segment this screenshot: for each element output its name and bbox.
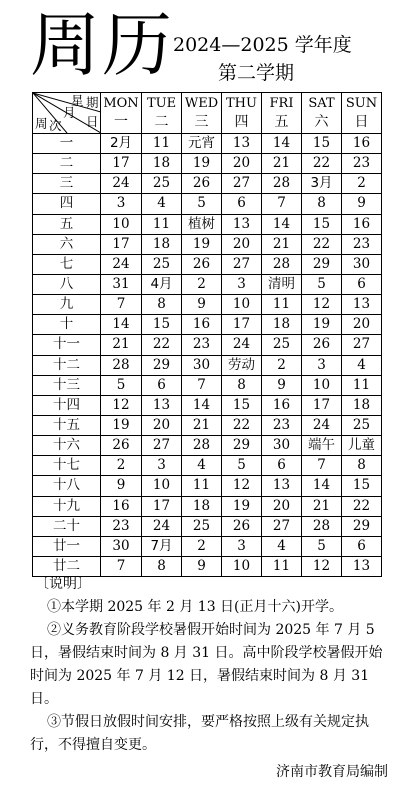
date-cell: 13 bbox=[342, 556, 382, 576]
date-cell: 18 bbox=[262, 315, 302, 335]
week-number-cell: 十五 bbox=[33, 415, 101, 435]
date-cell: 10 bbox=[302, 375, 342, 395]
date-cell: 端午 bbox=[302, 436, 342, 456]
date-cell: 19 bbox=[101, 415, 142, 435]
date-cell: 19 bbox=[222, 496, 262, 516]
date-cell: 18 bbox=[142, 154, 182, 174]
date-cell: 25 bbox=[262, 335, 302, 355]
week-number-cell: 十七 bbox=[33, 456, 101, 476]
date-cell: 12 bbox=[101, 395, 142, 415]
date-cell: 14 bbox=[262, 134, 302, 154]
date-cell: 12 bbox=[302, 556, 342, 576]
date-cell: 24 bbox=[101, 174, 142, 194]
week-number-cell: 九 bbox=[33, 295, 101, 315]
date-cell: 4月 bbox=[142, 274, 182, 294]
date-cell: 2 bbox=[182, 274, 222, 294]
date-cell: 14 bbox=[182, 395, 222, 415]
date-cell: 21 bbox=[182, 415, 222, 435]
date-cell: 3 bbox=[101, 194, 142, 214]
date-cell: 27 bbox=[342, 335, 382, 355]
date-cell: 29 bbox=[342, 516, 382, 536]
week-number-cell: 十一 bbox=[33, 335, 101, 355]
week-row bbox=[33, 134, 382, 154]
date-cell: 9 bbox=[342, 194, 382, 214]
week-number-cell: 十六 bbox=[33, 436, 101, 456]
date-cell: 21 bbox=[262, 154, 302, 174]
date-cell: 5 bbox=[302, 274, 342, 294]
date-cell: 2 bbox=[182, 536, 222, 556]
week-row bbox=[33, 174, 382, 194]
date-cell: 22 bbox=[142, 335, 182, 355]
date-cell: 17 bbox=[101, 154, 142, 174]
date-cell: 19 bbox=[302, 315, 342, 335]
date-cell: 22 bbox=[222, 415, 262, 435]
date-cell: 10 bbox=[142, 476, 182, 496]
date-cell: 26 bbox=[182, 174, 222, 194]
date-cell: 17 bbox=[142, 496, 182, 516]
date-cell: 17 bbox=[302, 395, 342, 415]
date-cell: 13 bbox=[262, 476, 302, 496]
date-cell: 7 bbox=[101, 295, 142, 315]
date-cell: 9 bbox=[101, 476, 142, 496]
date-cell: 11 bbox=[142, 134, 182, 154]
day-header-thu: THU 四 bbox=[222, 93, 262, 134]
date-cell: 23 bbox=[182, 335, 222, 355]
date-cell: 3 bbox=[222, 274, 262, 294]
date-cell: 15 bbox=[302, 134, 342, 154]
week-row bbox=[33, 375, 382, 395]
corner-cell bbox=[33, 93, 101, 134]
date-cell: 30 bbox=[182, 355, 222, 375]
calendar-body bbox=[33, 134, 382, 577]
date-cell: 4 bbox=[262, 536, 302, 556]
week-number-cell: 七 bbox=[33, 254, 101, 274]
date-cell: 22 bbox=[302, 154, 342, 174]
date-cell: 9 bbox=[182, 556, 222, 576]
date-cell: 7 bbox=[262, 194, 302, 214]
date-cell: 27 bbox=[222, 254, 262, 274]
date-cell: 30 bbox=[262, 436, 302, 456]
date-cell: 劳动 bbox=[222, 355, 262, 375]
day-header-sat: SAT 六 bbox=[302, 93, 342, 134]
date-cell: 儿童 bbox=[342, 436, 382, 456]
term-title: 第二学期 bbox=[218, 62, 295, 84]
day-header-tue: TUE 二 bbox=[142, 93, 182, 134]
date-cell: 3月 bbox=[302, 174, 342, 194]
week-row bbox=[33, 516, 382, 536]
week-row bbox=[33, 536, 382, 556]
week-row bbox=[33, 335, 382, 355]
date-cell: 14 bbox=[101, 315, 142, 335]
date-cell: 25 bbox=[142, 174, 182, 194]
date-cell: 21 bbox=[262, 234, 302, 254]
date-cell: 20 bbox=[222, 154, 262, 174]
week-row bbox=[33, 456, 382, 476]
date-cell: 5 bbox=[222, 456, 262, 476]
date-cell: 14 bbox=[262, 214, 302, 234]
date-cell: 7 bbox=[302, 456, 342, 476]
week-row bbox=[33, 355, 382, 375]
date-cell: 16 bbox=[342, 134, 382, 154]
date-cell: 24 bbox=[142, 516, 182, 536]
corner-label-period: 期 bbox=[86, 95, 99, 110]
date-cell: 14 bbox=[302, 476, 342, 496]
date-cell: 29 bbox=[142, 355, 182, 375]
corner-label-week-left: 周 bbox=[35, 116, 48, 131]
notes-section bbox=[30, 573, 386, 757]
date-cell: 8 bbox=[142, 295, 182, 315]
date-cell: 19 bbox=[182, 234, 222, 254]
date-cell: 6 bbox=[222, 194, 262, 214]
date-cell: 25 bbox=[182, 516, 222, 536]
week-row bbox=[33, 476, 382, 496]
date-cell: 26 bbox=[182, 254, 222, 274]
date-cell: 16 bbox=[342, 214, 382, 234]
corner-label-order: 次 bbox=[49, 118, 62, 133]
week-number-cell: 十八 bbox=[33, 476, 101, 496]
date-cell: 13 bbox=[222, 214, 262, 234]
date-cell: 2 bbox=[101, 456, 142, 476]
date-cell: 21 bbox=[302, 496, 342, 516]
week-number-cell: 十二 bbox=[33, 355, 101, 375]
page-title: 周历 bbox=[30, 4, 174, 86]
week-number-cell: 十三 bbox=[33, 375, 101, 395]
date-cell: 15 bbox=[302, 214, 342, 234]
week-row bbox=[33, 274, 382, 294]
day-header-wed: WED 三 bbox=[182, 93, 222, 134]
date-cell: 11 bbox=[342, 375, 382, 395]
date-cell: 19 bbox=[182, 154, 222, 174]
date-cell: 24 bbox=[302, 415, 342, 435]
day-header-mon: MON 一 bbox=[101, 93, 142, 134]
date-cell: 20 bbox=[222, 234, 262, 254]
date-cell: 10 bbox=[222, 556, 262, 576]
note-item-2: ②义务教育阶段学校暑假开始时间为 2025 年 7 月 5 日，暑假结束时间为 8 月 31 日。高中阶段学校暑假开始时间为 2025 年 7 月 12 日，暑假结束时间为 8 月 31 日。 bbox=[30, 622, 383, 707]
date-cell: 18 bbox=[342, 395, 382, 415]
date-cell: 8 bbox=[342, 456, 382, 476]
week-row bbox=[33, 496, 382, 516]
date-cell: 6 bbox=[142, 375, 182, 395]
date-cell: 23 bbox=[262, 415, 302, 435]
date-cell: 23 bbox=[342, 154, 382, 174]
date-cell: 28 bbox=[101, 355, 142, 375]
date-cell: 13 bbox=[342, 295, 382, 315]
date-cell: 11 bbox=[262, 295, 302, 315]
day-header-fri: FRI 五 bbox=[262, 93, 302, 134]
week-number-cell: 廿二 bbox=[33, 556, 101, 576]
date-cell: 30 bbox=[101, 536, 142, 556]
table-header-row bbox=[33, 93, 382, 134]
date-cell: 8 bbox=[302, 194, 342, 214]
date-cell: 20 bbox=[342, 315, 382, 335]
date-cell: 26 bbox=[302, 335, 342, 355]
date-cell: 清明 bbox=[262, 274, 302, 294]
date-cell: 6 bbox=[262, 456, 302, 476]
date-cell: 3 bbox=[222, 536, 262, 556]
date-cell: 15 bbox=[222, 395, 262, 415]
date-cell: 16 bbox=[262, 395, 302, 415]
corner-label-week-top: 星 bbox=[71, 93, 84, 108]
week-row bbox=[33, 415, 382, 435]
date-cell: 5 bbox=[302, 536, 342, 556]
date-cell: 4 bbox=[342, 355, 382, 375]
week-number-cell: 三 bbox=[33, 174, 101, 194]
week-number-cell: 四 bbox=[33, 194, 101, 214]
week-row bbox=[33, 154, 382, 174]
week-row bbox=[33, 234, 382, 254]
date-cell: 12 bbox=[222, 476, 262, 496]
date-cell: 6 bbox=[342, 274, 382, 294]
date-cell: 11 bbox=[262, 556, 302, 576]
date-cell: 17 bbox=[101, 234, 142, 254]
week-number-cell: 六 bbox=[33, 234, 101, 254]
date-cell: 13 bbox=[222, 134, 262, 154]
date-cell: 10 bbox=[101, 214, 142, 234]
date-cell: 25 bbox=[142, 254, 182, 274]
date-cell: 30 bbox=[342, 254, 382, 274]
date-cell: 7月 bbox=[142, 536, 182, 556]
date-cell: 28 bbox=[262, 254, 302, 274]
note-item-1: ①本学期 2025 年 2 月 13 日(正月十六)开学。 bbox=[47, 599, 343, 615]
date-cell: 11 bbox=[182, 476, 222, 496]
school-year-title: 2024—2025 学年度 bbox=[173, 34, 352, 56]
week-number-cell: 十 bbox=[33, 315, 101, 335]
week-number-cell: 十四 bbox=[33, 395, 101, 415]
corner-label-month: 月 bbox=[63, 105, 76, 120]
date-cell: 3 bbox=[142, 456, 182, 476]
date-cell: 2 bbox=[342, 174, 382, 194]
note-item-3: ③节假日放假时间安排，要严格按照上级有关规定执行，不得擅自变更。 bbox=[30, 714, 369, 753]
date-cell: 27 bbox=[142, 436, 182, 456]
date-cell: 13 bbox=[142, 395, 182, 415]
date-cell: 18 bbox=[182, 496, 222, 516]
week-number-cell: 一 bbox=[33, 134, 101, 154]
date-cell: 28 bbox=[262, 174, 302, 194]
date-cell: 7 bbox=[101, 556, 142, 576]
week-row bbox=[33, 214, 382, 234]
date-cell: 9 bbox=[262, 375, 302, 395]
date-cell: 25 bbox=[342, 415, 382, 435]
date-cell: 2月 bbox=[101, 134, 142, 154]
date-cell: 植树 bbox=[182, 214, 222, 234]
date-cell: 3 bbox=[302, 355, 342, 375]
week-number-cell: 十九 bbox=[33, 496, 101, 516]
week-number-cell: 五 bbox=[33, 214, 101, 234]
publisher-credit: 济南市教育局编制 bbox=[276, 764, 388, 780]
week-number-cell: 廿一 bbox=[33, 536, 101, 556]
date-cell: 26 bbox=[101, 436, 142, 456]
week-number-cell: 八 bbox=[33, 274, 101, 294]
week-row bbox=[33, 295, 382, 315]
date-cell: 5 bbox=[101, 375, 142, 395]
date-cell: 16 bbox=[182, 315, 222, 335]
corner-label-day: 日 bbox=[86, 114, 99, 129]
date-cell: 31 bbox=[101, 274, 142, 294]
date-cell: 8 bbox=[222, 375, 262, 395]
week-number-cell: 二十 bbox=[33, 516, 101, 536]
date-cell: 15 bbox=[142, 315, 182, 335]
week-number-cell: 二 bbox=[33, 154, 101, 174]
week-row bbox=[33, 194, 382, 214]
date-cell: 20 bbox=[262, 496, 302, 516]
date-cell: 2 bbox=[262, 355, 302, 375]
date-cell: 28 bbox=[302, 516, 342, 536]
day-header-sun: SUN 日 bbox=[342, 93, 382, 134]
date-cell: 4 bbox=[142, 194, 182, 214]
date-cell: 22 bbox=[342, 496, 382, 516]
date-cell: 16 bbox=[101, 496, 142, 516]
date-cell: 27 bbox=[222, 174, 262, 194]
date-cell: 10 bbox=[222, 295, 262, 315]
date-cell: 24 bbox=[101, 254, 142, 274]
date-cell: 24 bbox=[222, 335, 262, 355]
date-cell: 6 bbox=[342, 536, 382, 556]
date-cell: 11 bbox=[142, 214, 182, 234]
date-cell: 12 bbox=[302, 295, 342, 315]
date-cell: 元宵 bbox=[182, 134, 222, 154]
date-cell: 7 bbox=[182, 375, 222, 395]
date-cell: 15 bbox=[342, 476, 382, 496]
date-cell: 5 bbox=[182, 194, 222, 214]
week-row bbox=[33, 436, 382, 456]
date-cell: 9 bbox=[182, 295, 222, 315]
week-row bbox=[33, 254, 382, 274]
date-cell: 20 bbox=[142, 415, 182, 435]
notes-heading: 〔说明〕 bbox=[35, 576, 91, 592]
weekly-calendar-table bbox=[32, 92, 382, 577]
date-cell: 26 bbox=[222, 516, 262, 536]
date-cell: 29 bbox=[222, 436, 262, 456]
date-cell: 4 bbox=[182, 456, 222, 476]
date-cell: 18 bbox=[142, 234, 182, 254]
week-row bbox=[33, 315, 382, 335]
date-cell: 17 bbox=[222, 315, 262, 335]
date-cell: 8 bbox=[142, 556, 182, 576]
date-cell: 22 bbox=[302, 234, 342, 254]
week-row bbox=[33, 395, 382, 415]
date-cell: 27 bbox=[262, 516, 302, 536]
date-cell: 21 bbox=[101, 335, 142, 355]
date-cell: 28 bbox=[182, 436, 222, 456]
date-cell: 23 bbox=[342, 234, 382, 254]
date-cell: 29 bbox=[302, 254, 342, 274]
date-cell: 23 bbox=[101, 516, 142, 536]
